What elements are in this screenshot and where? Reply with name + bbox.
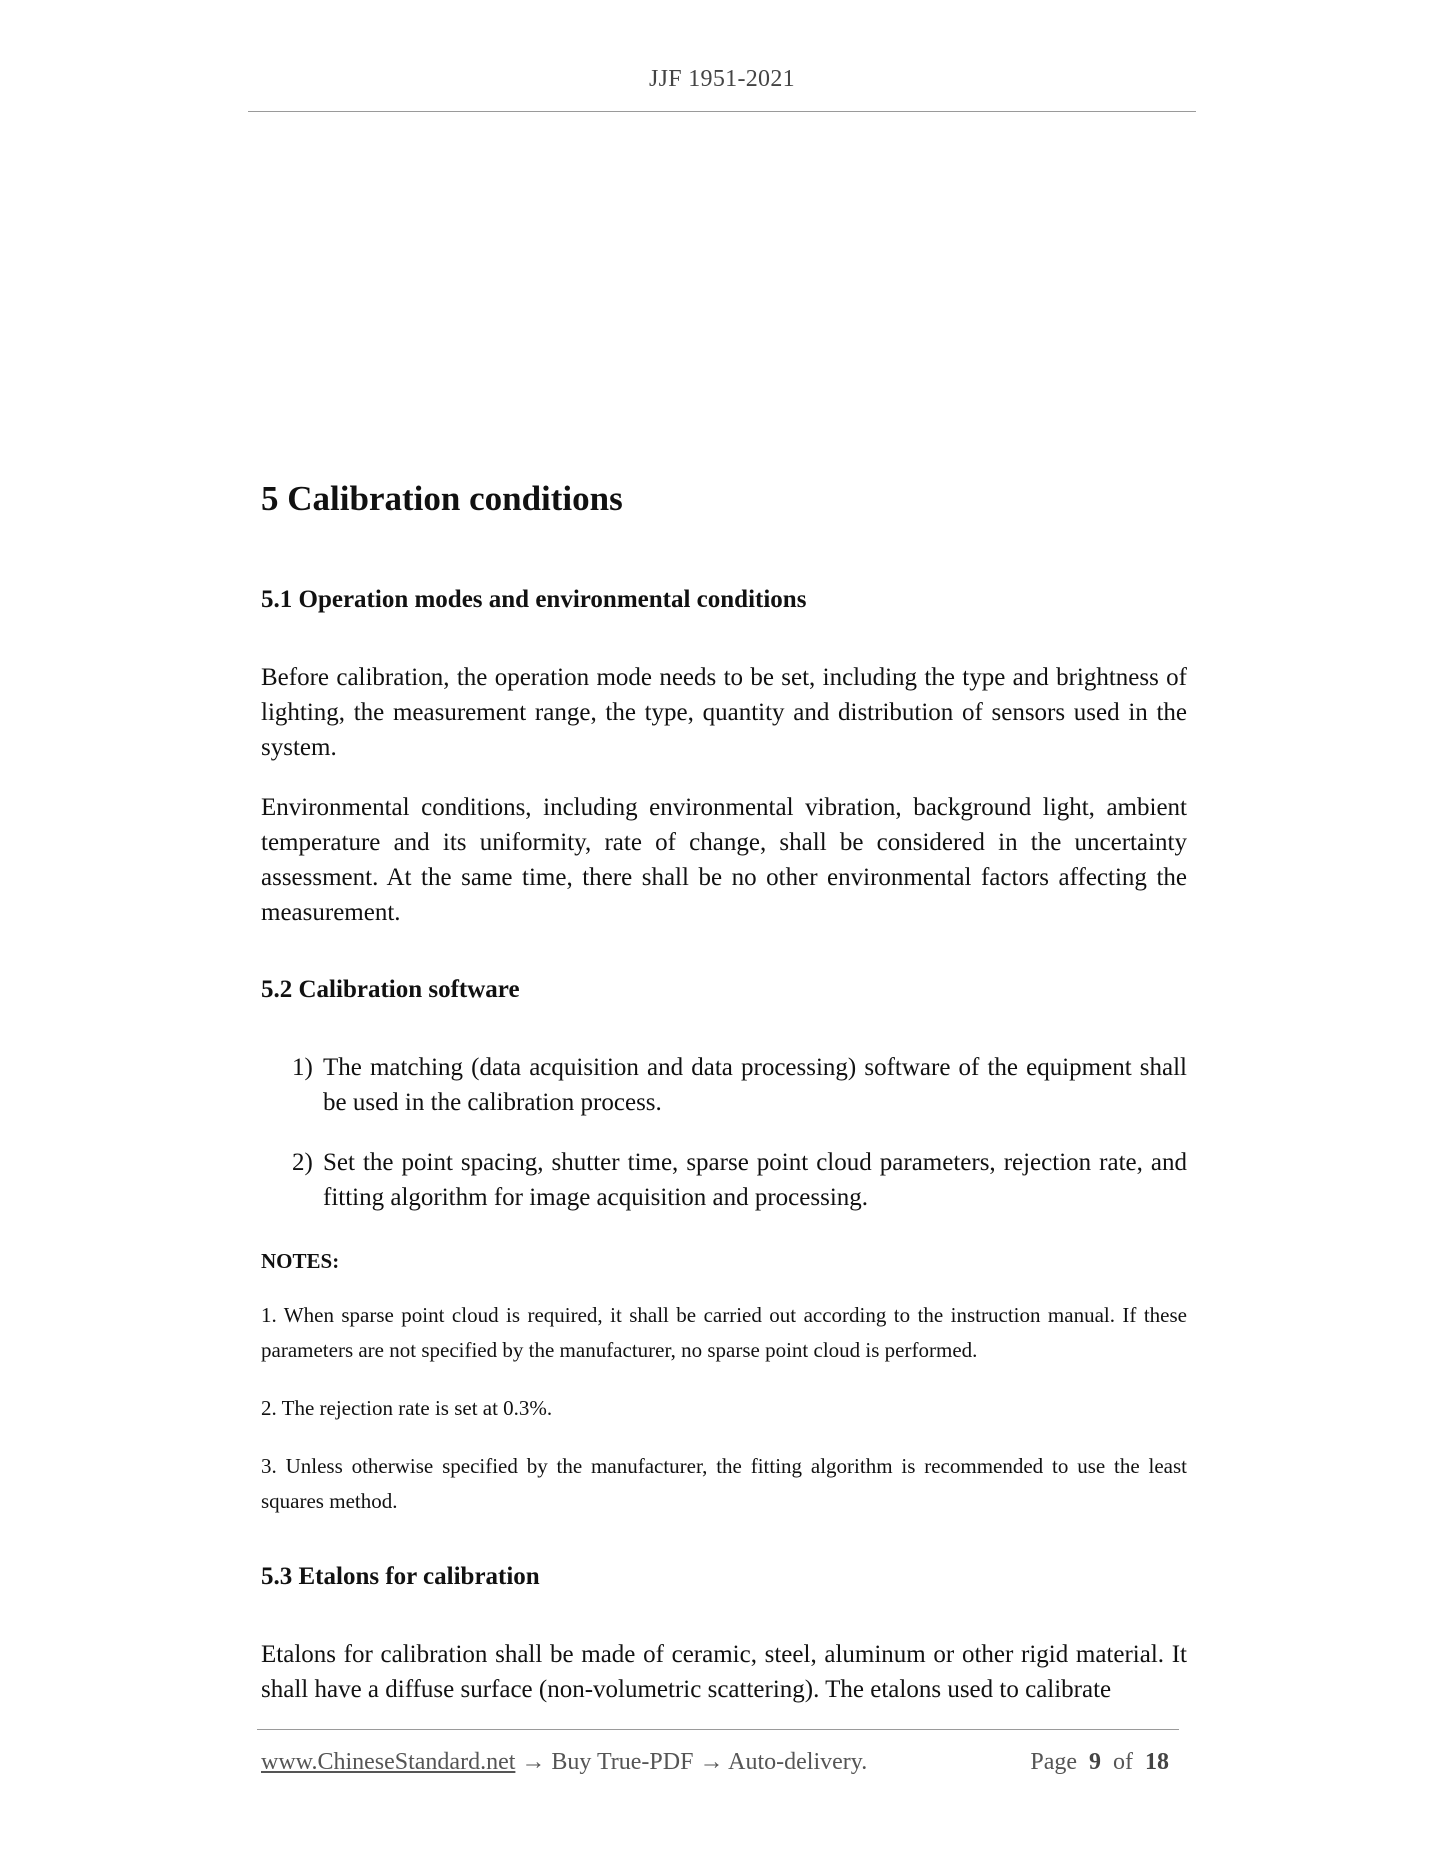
header-divider [248,111,1196,112]
software-requirements-list [261,1050,1187,1215]
arrow-right-icon: → [521,1749,546,1775]
page-label: Page [1030,1749,1077,1775]
section-5-title: 5 Calibration conditions [261,479,623,518]
auto-delivery-text: Auto-delivery. [728,1749,868,1775]
note-2: 2. The rejection rate is set at 0.3%. [261,1396,553,1420]
note-1: 1. When sparse point cloud is required, it shall be carried out according to the instruction manual. If these parameters are not specified by the manufacturer, no sparse point cloud is performed. [261,1303,1187,1362]
list-item-number: 1) [292,1054,313,1081]
page-of-label: of [1113,1749,1133,1775]
note-3: 3. Unless otherwise specified by the manufacturer, the fitting algorithm is recommended to use the least squares method. [261,1454,1187,1513]
section-5-2-heading: 5.2 Calibration software [261,976,520,1003]
website-link[interactable]: www.ChineseStandard.net [261,1749,516,1775]
list-item-text: The matching (data acquisition and data processing) software of the equipment shall be used in the calibration process. [323,1054,1187,1116]
section-5-1-paragraph-1: Before calibration, the operation mode needs to be set, including the type and brightness of lighting, the measurement range, the type, quantity and distribution of sensors used in the system. [261,664,1187,761]
section-5-3-paragraph: Etalons for calibration shall be made of ceramic, steel, aluminum or other rigid material. It shall have a diffuse surface (non-volumetric scattering). The etalons used to calibrate [261,1641,1187,1703]
section-5-3-heading: 5.3 Etalons for calibration [261,1563,540,1590]
list-item [292,1050,1187,1120]
footer-promo [261,1746,867,1778]
arrow-right-icon: → [699,1749,724,1775]
list-item-number: 2) [292,1149,313,1176]
section-5-1-paragraph-2: Environmental conditions, including environmental vibration, background light, ambient temperature and its uniformity, rate of change, shall be considered in the uncertainty assessment. At the same time, there shall be no other environmental factors affecting the measurement. [261,794,1187,926]
list-item-text: Set the point spacing, shutter time, sparse point cloud parameters, rejection rate, and fitting algorithm for image acquisition and processing. [323,1149,1187,1211]
page-number [1030,1746,1169,1778]
page-current: 9 [1089,1749,1101,1775]
notes-title: NOTES: [261,1249,340,1273]
page-total: 18 [1145,1749,1169,1775]
list-item [292,1145,1187,1215]
document-body [261,470,1187,1707]
running-header: JJF 1951-2021 [649,66,795,92]
section-5-1-heading: 5.1 Operation modes and environmental conditions [261,586,807,613]
footer-divider [257,1729,1179,1730]
buy-true-pdf-text: Buy True-PDF [551,1749,694,1775]
